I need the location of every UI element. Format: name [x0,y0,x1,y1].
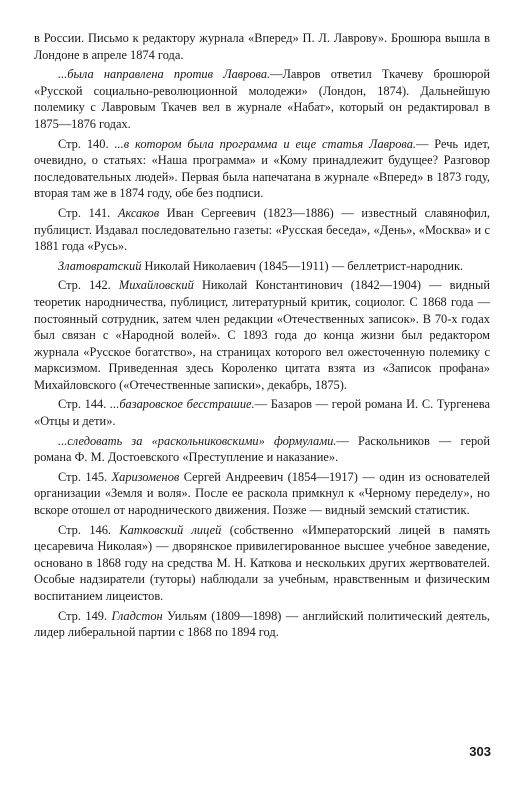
note-paragraph [34,136,490,202]
note-quote: ...базаровское бесстрашие. [110,397,255,412]
note-text: — Базаров — герой романа И. С. Тургенева «Отцы и дети». [34,397,490,429]
note-paragraph [34,66,490,132]
note-text: Николай Николаевич (1845—1911) — беллетрист-народник. [141,258,464,273]
page-reference: Стр. 146. [58,522,120,537]
note-quote: ...следовать за «раскольниковскими» формулами. [58,433,337,448]
note-quote: ...в котором была программа и еще статья Лаврова. [114,136,416,151]
note-paragraph [34,30,490,63]
notes-text-block [34,30,490,644]
note-text: Иван Сергеевич (1823—1886) — известный славянофил, публицист. Издавал последовательно газеты: «Русская беседа», «День», «Москва» и с 1881 года «Русь». [34,205,491,254]
page-number: 303 [469,744,491,759]
note-paragraph [34,205,490,255]
note-text: Сергей Андреевич (1854—1917) — один из основателей организации «Земля и воля». После ее раскола примкнул к «Черному переделу», но вскоре отошел от народнического движения. Позже — видный земский статистик. [34,469,490,518]
page-reference: Стр. 140. [58,136,115,151]
note-paragraph [34,258,490,275]
note-text: — Речь идет, очевидно, о статьях: «Наша программа» и «Кому принадлежит будущее? Разговор последовательных людей». Первая была напечатана в журнале «Вперед» в 1873 году, вторая там же в 1874 году, обе без подписи. [34,136,490,201]
page-reference: Стр. 144. [58,397,111,412]
note-text: Николай Константинович (1842—1904) — видный теоретик народничества, публицист, литературный критик, социолог. С 1868 года — постоянный сотрудник, затем член редакции «Отечественных записок». В 70-х годах был связан с «Народной волей». С 1893 года до конца жизни был редактором журнала «Русское богатство», на страницах которого вел ожесточенную полемику с марксизмом. Приведенная здесь Короленко цитата взята из «Записок профана» Михайловского («Отечественные записки», декабрь, 1875). [34,278,490,392]
page-reference: Стр. 142. [58,278,119,293]
note-paragraph [34,469,490,519]
note-quote: ...была направлена против Лаврова. [58,67,271,82]
note-paragraph [34,277,490,393]
page-reference: Стр. 141. [58,205,118,220]
note-term: Аксаков [117,205,160,220]
page-reference: Стр. 149. [58,608,112,623]
note-text: (собственно «Императорский лицей в память цесаревича Николая») — дворянское привилегированное высшее учебное заведение, основано в 1868 году на средства М. Н. Каткова и нескольких других жертвователей. Особые надзиратели (туторы) наблюдали за учебным, нравственным и физическим воспитанием лицеистов. [34,522,490,603]
note-term: Харизоменов [111,469,180,484]
note-paragraph [34,396,490,429]
page-reference: Стр. 145. [58,469,112,484]
note-text: Уильям (1809—1898) — английский политический деятель, лидер либеральной партии с 1868 по 1894 год. [34,608,490,640]
note-text: —Лавров ответил Ткачеву брошюрой «Русской социально-революционной молодежи» (Лондон, 1874). Дальнейшую полемику с Лавровым Ткачев вел в журнале «Набат», который он редактировал в 1875—1876 годах. [34,67,490,131]
note-paragraph [34,522,490,605]
note-term: Златовратский [58,258,142,273]
note-text: — Раскольников — герой романа Ф. М. Достоевского «Преступление и наказание». [34,433,490,465]
note-term: Гладстон [111,608,163,623]
note-paragraph [34,433,490,466]
note-term: Михайловский [118,278,194,293]
note-text: в России. Письмо к редактору журнала «Вперед» П. Л. Лаврову». Брошюра вышла в Лондоне в апреле 1874 года. [34,31,490,62]
note-term: Катковский лицей [119,522,222,537]
note-paragraph [34,608,490,641]
